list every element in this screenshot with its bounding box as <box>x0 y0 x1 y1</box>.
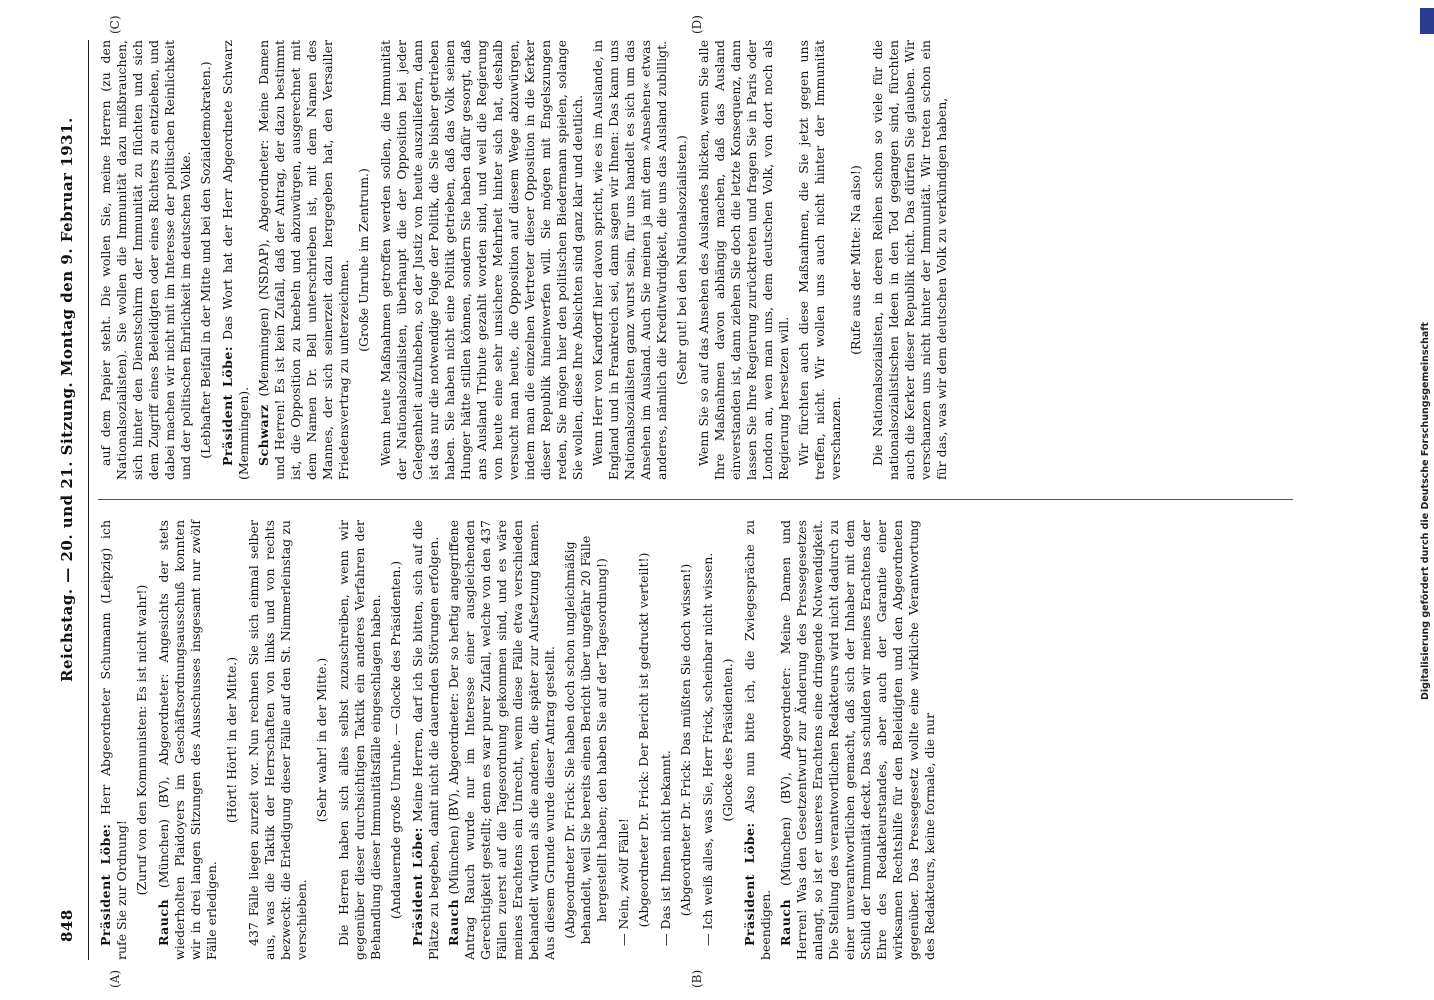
column-divider <box>98 499 1293 500</box>
paragraph <box>742 520 774 960</box>
paragraph <box>378 40 586 480</box>
speaker-name: Präsident Löbe: <box>220 346 235 466</box>
interjection: (Rufe aus der Mitte: Na also!) <box>848 165 863 355</box>
page-number: 848 <box>58 909 76 942</box>
paragraph <box>220 40 252 480</box>
page-title: Reichstag. — 20. und 21. Sitzung. Montag den 9. Februar 1931. <box>58 117 76 682</box>
paragraph-text: — Ich weiß alles, was Sie, Herr Frick, scheinbar nicht wissen. <box>700 552 715 946</box>
paragraph-text: Die Nationalsozialisten, in deren Reihen schon so viele für die nationalsozialistischen Ideen in den Tod gegangen sind, fürchten auch die Kerker dieser Republik nicht. Das dürfen Sie glauben. Wir verschanzen uns nicht hinter der Immunität. Wir treten schon ein für das, was wir dem deutschen Volk zu verkündigen haben, <box>870 40 949 480</box>
paragraph <box>870 40 950 480</box>
paragraph-text: Wenn Herr von Kardorff hier davon spricht, wie es im Auslande, in England und in Frankreich sei, dann sagen wir Ihnen: Das kann uns Nationalsozialisten ganz wurst sein, für uns handelt es sich um das Ansehen im Ausland. Auch Sie meinen ja mit dem »Ansehen« etwas anderes, nämlich die Kreditwürdigkeit, die uns das Ausland zubilligt. <box>590 40 669 480</box>
header-rule <box>88 40 89 960</box>
paragraph <box>98 40 194 480</box>
paragraph <box>256 40 352 480</box>
interjection: (Lebhafter Beifall in der Mitte und bei den Sozialdemokraten.) <box>198 61 213 459</box>
side-credit <box>1418 10 1434 990</box>
paragraph-text: Meine Herren, darf ich Sie bitten, sich auf die Plätze zu begeben, damit nicht die dauernden Störungen erfolgen. <box>410 520 441 960</box>
paragraph-text: 437 Fälle liegen zurzeit vor. Nun rechnen Sie sich einmal selber aus, was die Taktik der Herrschaften von links und von rechts bezweckt: die Erledigung dieser Fälle auf den St. Nimmerleinstag zu verschieben. <box>246 520 309 960</box>
paragraph-text: Wenn heute Maßnahmen getroffen werden sollen, die Immunität der Nationalsozialisten, überhaupt die der Opposition bei jeder Gelegenheit aufzuheben, so der Justiz von heute auszuliefern, dann ist das nur die notwendige Folge der Politik, die Sie bisher getrieben haben. Sie haben nicht eine Politik getrieben, daß das Volk seinen Hunger hätte stillen können, sondern Sie haben dafür gesorgt, daß ans Ausland Tribute gezahlt worden sind, und weil die Regierung von heute eine sehr unsichere Mehrheit hinter sich hat, deshalb versucht man heute, die Opposition auf diesem Wege abzuwürgen, indem man die einzelnen Vertreter dieser Opposition in die Kerker dieser Republik hineinwerfen will. Sie mögen mit Engelszungen reden, Sie mögen hier den politischen Biedermann spielen, solange Sie wollen, diese Ihre Absichten sind ganz klar und deutlich. <box>378 40 585 480</box>
paragraph-text: Das Wort hat der Herr Abgeordnete Schwarz (Memmingen). <box>220 40 251 480</box>
margin-mark-b: (B) <box>690 969 704 988</box>
paragraph <box>778 520 938 960</box>
speaker-name: Schwarz <box>256 404 271 466</box>
paragraph-text: (München) (BV), Abgeordneter: Meine Damen und Herren! Was den Gesetzentwurf zur Änderung des Pressegesetzes anlangt, so ist er unseres Erachtens eine dringende Notwendigkeit. Die Stellung des verantwortlichen Redakteurs wird nicht dadurch zu einer unverantwortlichen gemacht, daß sich der Inhaber mit dem Schild der Immunität deckt. Das schulden wir meines Erachtens der Ehre des Redakteurstandes, aber auch der Garantie einer wirksamen Rechtshilfe für den Beleidigten und den Abgeordneten gegenüber. Das Pressegesetz wollte eine wirkliche Verantwortung des Redakteurs, keine formale, die nur <box>778 520 937 960</box>
paragraph <box>446 520 558 960</box>
paragraph <box>696 40 792 480</box>
paragraph <box>98 520 130 960</box>
paragraph <box>796 40 844 480</box>
margin-mark-d: (D) <box>690 15 704 34</box>
paragraph-text: Wir fürchten auch diese Maßnahmen, die Sie jetzt gegen uns treffen, nicht. Wir wollen uns auch nicht hinter der Immunität verschanzen. <box>796 40 843 480</box>
interjection: (Abgeordneter Dr. Frick: Sie haben doch schon ungleichmäßig behandelt, weil Sie bereits einen Bericht über ungefähr 20 Fälle hergestellt haben; den haben Sie auf der Tagesordnung!) <box>562 535 609 945</box>
paragraph <box>246 520 310 960</box>
page-header <box>52 42 82 942</box>
interjection: (Sehr wahr! in der Mitte.) <box>314 657 329 823</box>
paragraph-text: Also nun bitte ich, die Zwiegespräche zu beendigen. <box>742 520 773 960</box>
paragraph-text: — Nein, zwölf Fälle! <box>616 818 631 946</box>
paragraph <box>590 40 670 480</box>
interjection: (Abgeordneter Dr. Frick: Das müßten Sie doch wissen!) <box>678 563 693 917</box>
paragraph <box>616 520 632 960</box>
interjection: (Große Unruhe im Zentrum.) <box>356 168 371 352</box>
left-column <box>98 520 942 960</box>
paragraph-text: Herr Abgeordneter Schumann (Leipzig) ich rufe Sie zur Ordnung! <box>98 520 129 960</box>
paragraph <box>700 520 716 960</box>
margin-mark-c: (C) <box>108 15 122 34</box>
paragraph-text: Wenn Sie so auf das Ansehen des Auslandes blicken, wenn Sie alle Ihre Maßnahmen davon abhängig machen, daß das Ausland einverstanden ist, dann ziehen Sie doch die letzte Konsequenz, dann lassen Sie Ihre Regierung zurücktreten und fragen Sie in Paris oder London an, wen man uns, dem deutschen Volk, von dort noch als Regierung hersetzen will. <box>696 40 791 480</box>
paragraph <box>156 520 220 960</box>
speaker-name: Präsident Löbe: <box>98 823 113 946</box>
paragraph-text: auf dem Papier steht. Die wollen Sie, meine Herren (zu den Nationalsozialisten). Sie wollen die Immunität dazu mißbrauchen, sich hinter den Dienstschirm der Immunität zu flüchten und sich dem Zugriff eines Beleidigten oder eines Richters zu entziehen, und dabei machen wir nicht mit im Interesse der politischen Reinlichkeit und der politischen Ehrlichkeit im deutschen Volke. <box>98 40 193 480</box>
paragraph <box>336 520 384 960</box>
interjection: (Sehr gut! bei den Nationalsozialisten.) <box>674 135 689 385</box>
paragraph-text: Die Herren haben sich alles selbst zuzuschreiben, wenn wir gegenüber dieser durchsichtigen Taktik ein anderes Verfahren der Behandlung dieser Immunitätsfälle eingeschlagen haben. <box>336 520 383 960</box>
speaker-name: Präsident Löbe: <box>742 822 757 946</box>
paragraph <box>658 520 674 960</box>
paragraph <box>410 520 442 960</box>
interjection: (Hört! Hört! in der Mitte.) <box>224 656 239 824</box>
paragraph-text: (Memmingen) (NSDAP), Abgeordneter: Meine Damen und Herren! Es ist kein Zufall, daß der Antrag, der dazu bestimmt ist, die Opposition zu knebeln und abzuwürgen, ausgerechnet mit dem Namen Dr. Bell unterschrieben ist, mit dem Namen des Mannes, der sich seinerzeit dazu hergegeben hat, den Versailler Friedensvertrag zu unterzeichnen. <box>256 40 351 480</box>
right-column <box>98 40 954 480</box>
paragraph-text: (München) (BV), Abgeordneter: Der so heftig angegriffene Antrag Rauch wurde nur im Interesse einer ausgleichenden Gerechtigkeit gestellt; denn es war purer Zufall, welche von den 437 Fällen zuerst auf die Tagesordnung gekommen sind, und es wäre meines Erachtens ein Unrecht, wenn diese Fälle etwa verschieden behandelt würden als die anderen, die später zur Aufsetzung kamen. Aus diesem Grunde wurde dieser Antrag gestellt. <box>446 520 557 960</box>
paragraph-text: — Das ist Ihnen nicht bekannt. <box>658 750 673 946</box>
speaker-name: Rauch <box>156 898 171 946</box>
interjection: (Glocke des Präsidenten.) <box>720 658 735 822</box>
paragraph-text: (München) (BV), Abgeordneter: Angesichts der stets wiederholten Plaidoyers im Geschäftsordnungsausschuß konnten wir in drei langen Sitzungen des Ausschusses insgesamt nur zwölf Fälle erledigen. <box>156 520 219 960</box>
interjection: (Abgeordneter Dr. Frick: Der Bericht ist gedruckt verteilt!) <box>636 552 651 928</box>
margin-mark-a: (A) <box>108 969 122 988</box>
credit-text: Digitalisierung gefördert durch die Deutsche Forschungsgemeinschaft <box>1420 322 1431 700</box>
speaker-name: Präsident Löbe: <box>410 827 425 946</box>
speaker-name: Rauch <box>778 898 793 946</box>
interjection: (Zuruf von den Kommunisten: Es ist nicht wahr!) <box>134 584 149 896</box>
speaker-name: Rauch <box>446 898 461 946</box>
interjection: (Andauernde große Unruhe. — Glocke des Präsidenten.) <box>388 560 403 920</box>
